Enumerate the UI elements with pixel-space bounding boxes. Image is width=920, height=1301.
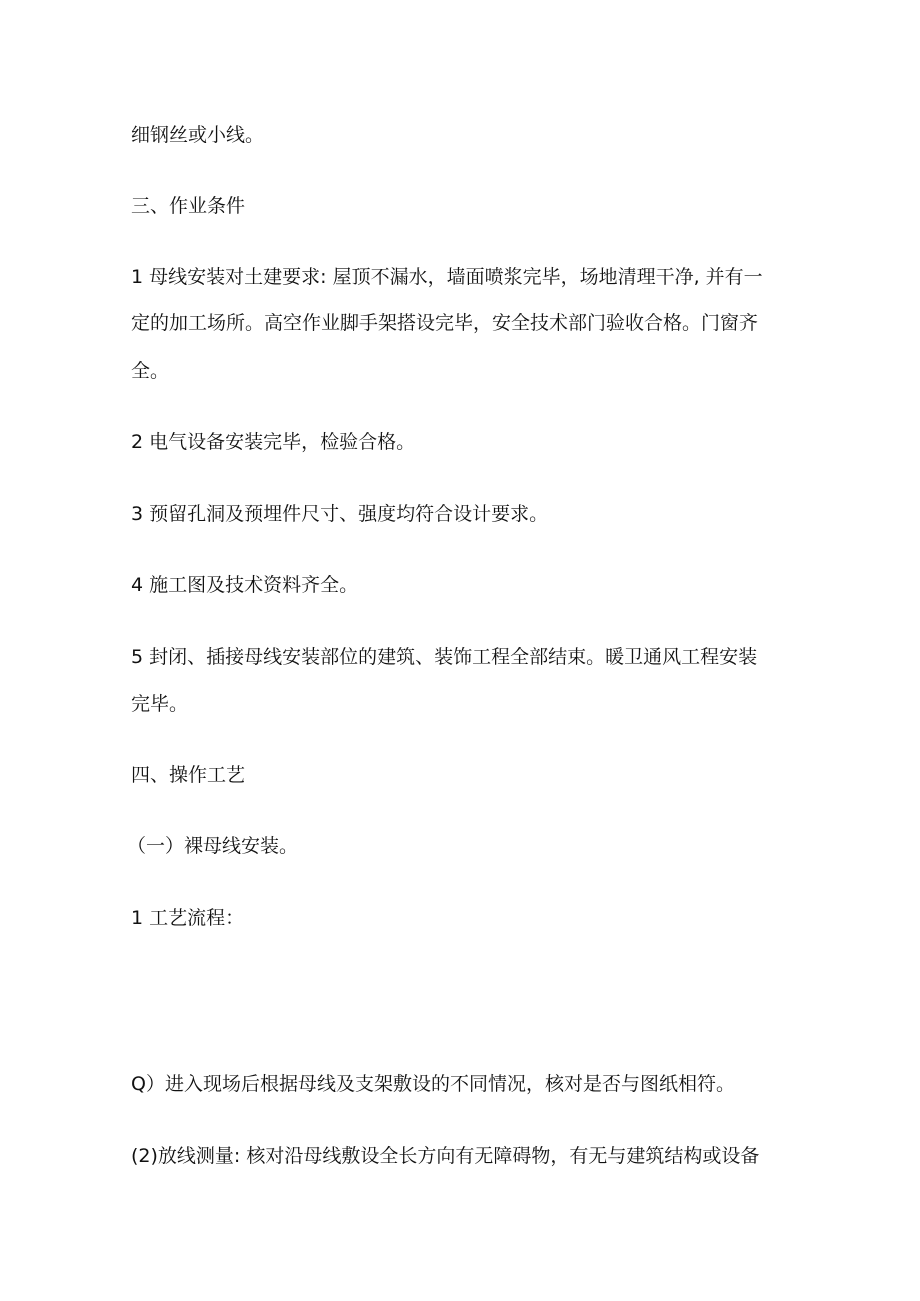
section-heading-work-conditions: 三、作业条件 bbox=[131, 195, 246, 217]
text-line-4: 定的加工场所。高空作业脚手架搭设完毕，安全技术部门验收合格。门窗齐 bbox=[131, 312, 759, 334]
text-line-13: 1 工艺流程： bbox=[131, 907, 245, 929]
section-heading-operation-process: 四、操作工艺 bbox=[131, 764, 246, 786]
text-line-10: 完毕。 bbox=[131, 693, 189, 715]
text-line-3: 1 母线安装对土建要求: 屋顶不漏水，墙面喷浆完毕，场地清理干净, 并有一 bbox=[131, 266, 763, 288]
text-line-6: 2 电气设备安装完毕，检验合格。 bbox=[131, 431, 416, 453]
text-line-5: 全。 bbox=[131, 360, 170, 382]
text-line-9: 5 封闭、插接母线安装部位的建筑、装饰工程全部结束。暖卫通风工程安装 bbox=[131, 646, 758, 668]
text-line-15: (2)放线测量: 核对沿母线敷设全长方向有无障碍物，有无与建筑结构或设备 bbox=[131, 1145, 760, 1167]
text-line-7: 3 预留孔洞及预埋件尺寸、强度均符合设计要求。 bbox=[131, 503, 549, 525]
text-line-14: Q）进入现场后根据母线及支架敷设的不同情况，核对是否与图纸相符。 bbox=[131, 1073, 735, 1095]
subsection-heading-bare-busbar: （一）裸母线安装。 bbox=[127, 835, 299, 857]
text-line-8: 4 施工图及技术资料齐全。 bbox=[131, 574, 359, 596]
text-line-1: 细钢丝或小线。 bbox=[131, 124, 265, 146]
